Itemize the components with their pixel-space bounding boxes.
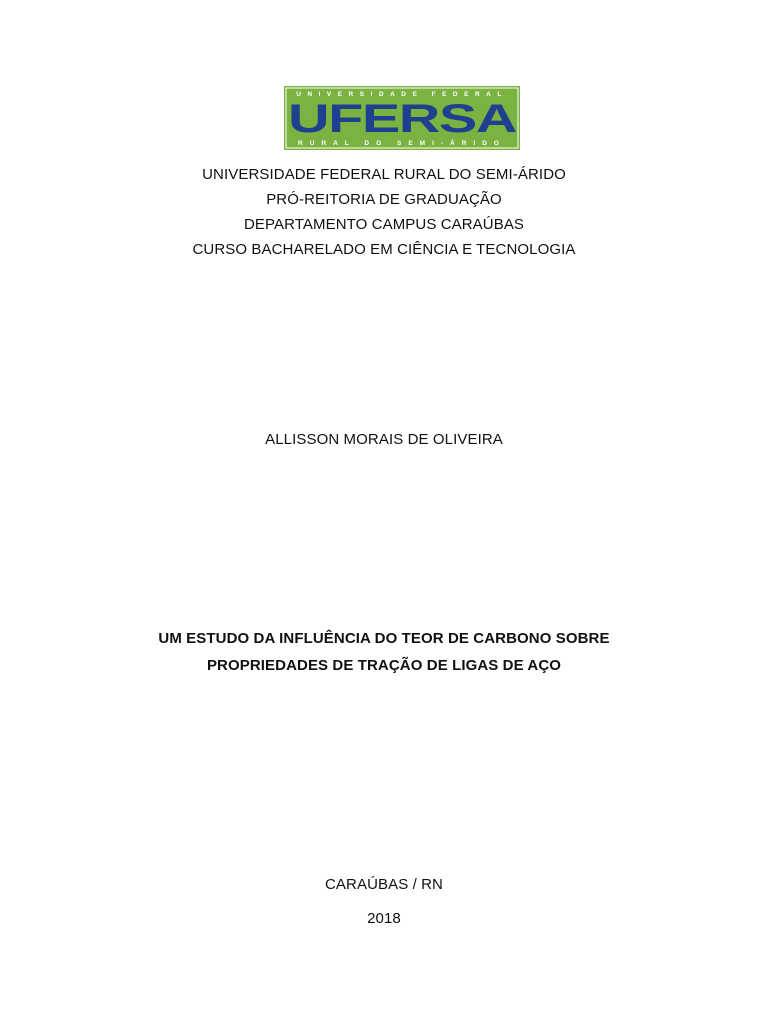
- document-title: [0, 625, 768, 679]
- pro-rectorate: PRÓ-REITORIA DE GRADUAÇÃO: [266, 191, 502, 208]
- department: DEPARTAMENTO CAMPUS CARAÚBAS: [243, 216, 525, 233]
- logo-bottom-text: RURAL DO SEMI-ÁRIDO: [298, 140, 506, 147]
- course: CURSO BACHARELADO EM CIÊNCIA E TECNOLOGIA: [192, 241, 576, 258]
- author-name: ALLISSON MORAIS DE OLIVEIRA: [265, 431, 503, 448]
- year: 2018: [367, 910, 401, 927]
- logo-wordmark: UFERSA: [288, 97, 517, 141]
- ufersa-logo-graphic: [284, 86, 520, 150]
- ufersa-logo: [284, 86, 520, 150]
- institution-name: UNIVERSIDADE FEDERAL RURAL DO SEMI-ÁRIDO: [202, 166, 566, 183]
- title-line-2: PROPRIEDADES DE TRAÇÃO DE LIGAS DE AÇO: [206, 657, 562, 674]
- location: CARAÚBAS / RN: [325, 876, 443, 893]
- title-line-1: UM ESTUDO DA INFLUÊNCIA DO TEOR DE CARBONO SOBRE: [158, 630, 610, 647]
- institution-block: [0, 162, 768, 262]
- logo-top-text: UNIVERSIDADE FEDERAL: [296, 91, 508, 98]
